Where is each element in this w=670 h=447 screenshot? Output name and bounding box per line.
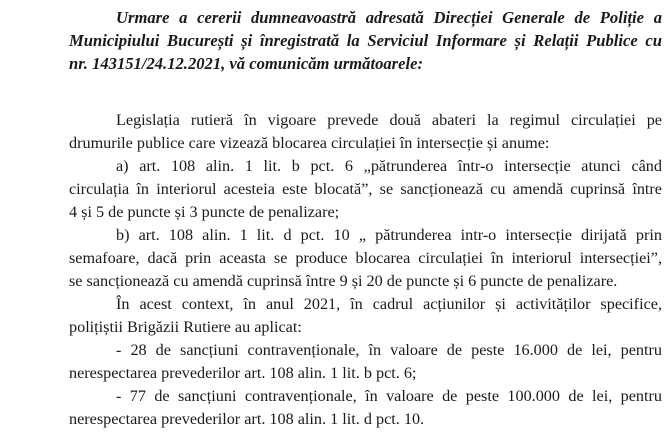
sanction-2-line-2: nerespectarea prevederilor art. 108 alin. 1 lit. d pct. 10. <box>69 410 425 428</box>
item-b-line-3: se sancționează cu amendă cuprinsă între 9 și 20 de puncte și 6 puncte de penalizare. <box>69 272 618 290</box>
item-b-line-1: b) art. 108 alin. 1 lit. d pct. 10 „ pătrunderea intr-o intersecție dirijată prin <box>116 226 662 244</box>
item-b-line-2: semafoare, dacă prin aceasta se produce blocarea circulației în interiorul intersecției”, <box>69 249 662 267</box>
sanction-1-line-1: - 28 de sancțiuni contravenționale, în valoare de peste 16.000 de lei, pentru <box>116 341 662 359</box>
body-line-1: Legislația rutieră în vigoare prevede două abateri la regimul circulației pe <box>116 111 662 129</box>
sanction-2-line-1: - 77 de sancțiuni contravenționale, în valoare de peste 100.000 de lei, pentru <box>116 387 662 405</box>
context-line-2: polițiștii Brigăzii Rutiere au aplicat: <box>69 318 302 336</box>
item-a-line-3: 4 și 5 de puncte și 3 puncte de penalizare; <box>69 203 340 221</box>
body-line-2: drumurile publice care vizează blocarea circulației în intersecție și anume: <box>69 134 550 152</box>
item-a-line-2: circulația în interiorul acesteia este blocată”, se sancționează cu amendă cuprinsă între <box>69 180 662 198</box>
intro-line-2: Municipiului București și înregistrată la Serviciul Informare și Relații Publice cu <box>69 31 662 50</box>
sanction-1-line-2: nerespectarea prevederilor art. 108 alin. 1 lit. b pct. 6; <box>69 364 417 382</box>
context-line-1: În acest context, în anul 2021, în cadrul acțiunilor și activităților specifice, <box>116 295 662 313</box>
intro-line-1: Urmare a cererii dumneavoastră adresată Direcției Generale de Poliție a <box>116 8 662 27</box>
item-a-line-1: a) art. 108 alin. 1 lit. b pct. 6 „pătrunderea într-o intersecție atunci când <box>116 157 662 175</box>
intro-line-3: nr. 143151/24.12.2021, vă comunicăm următoarele: <box>69 54 424 73</box>
